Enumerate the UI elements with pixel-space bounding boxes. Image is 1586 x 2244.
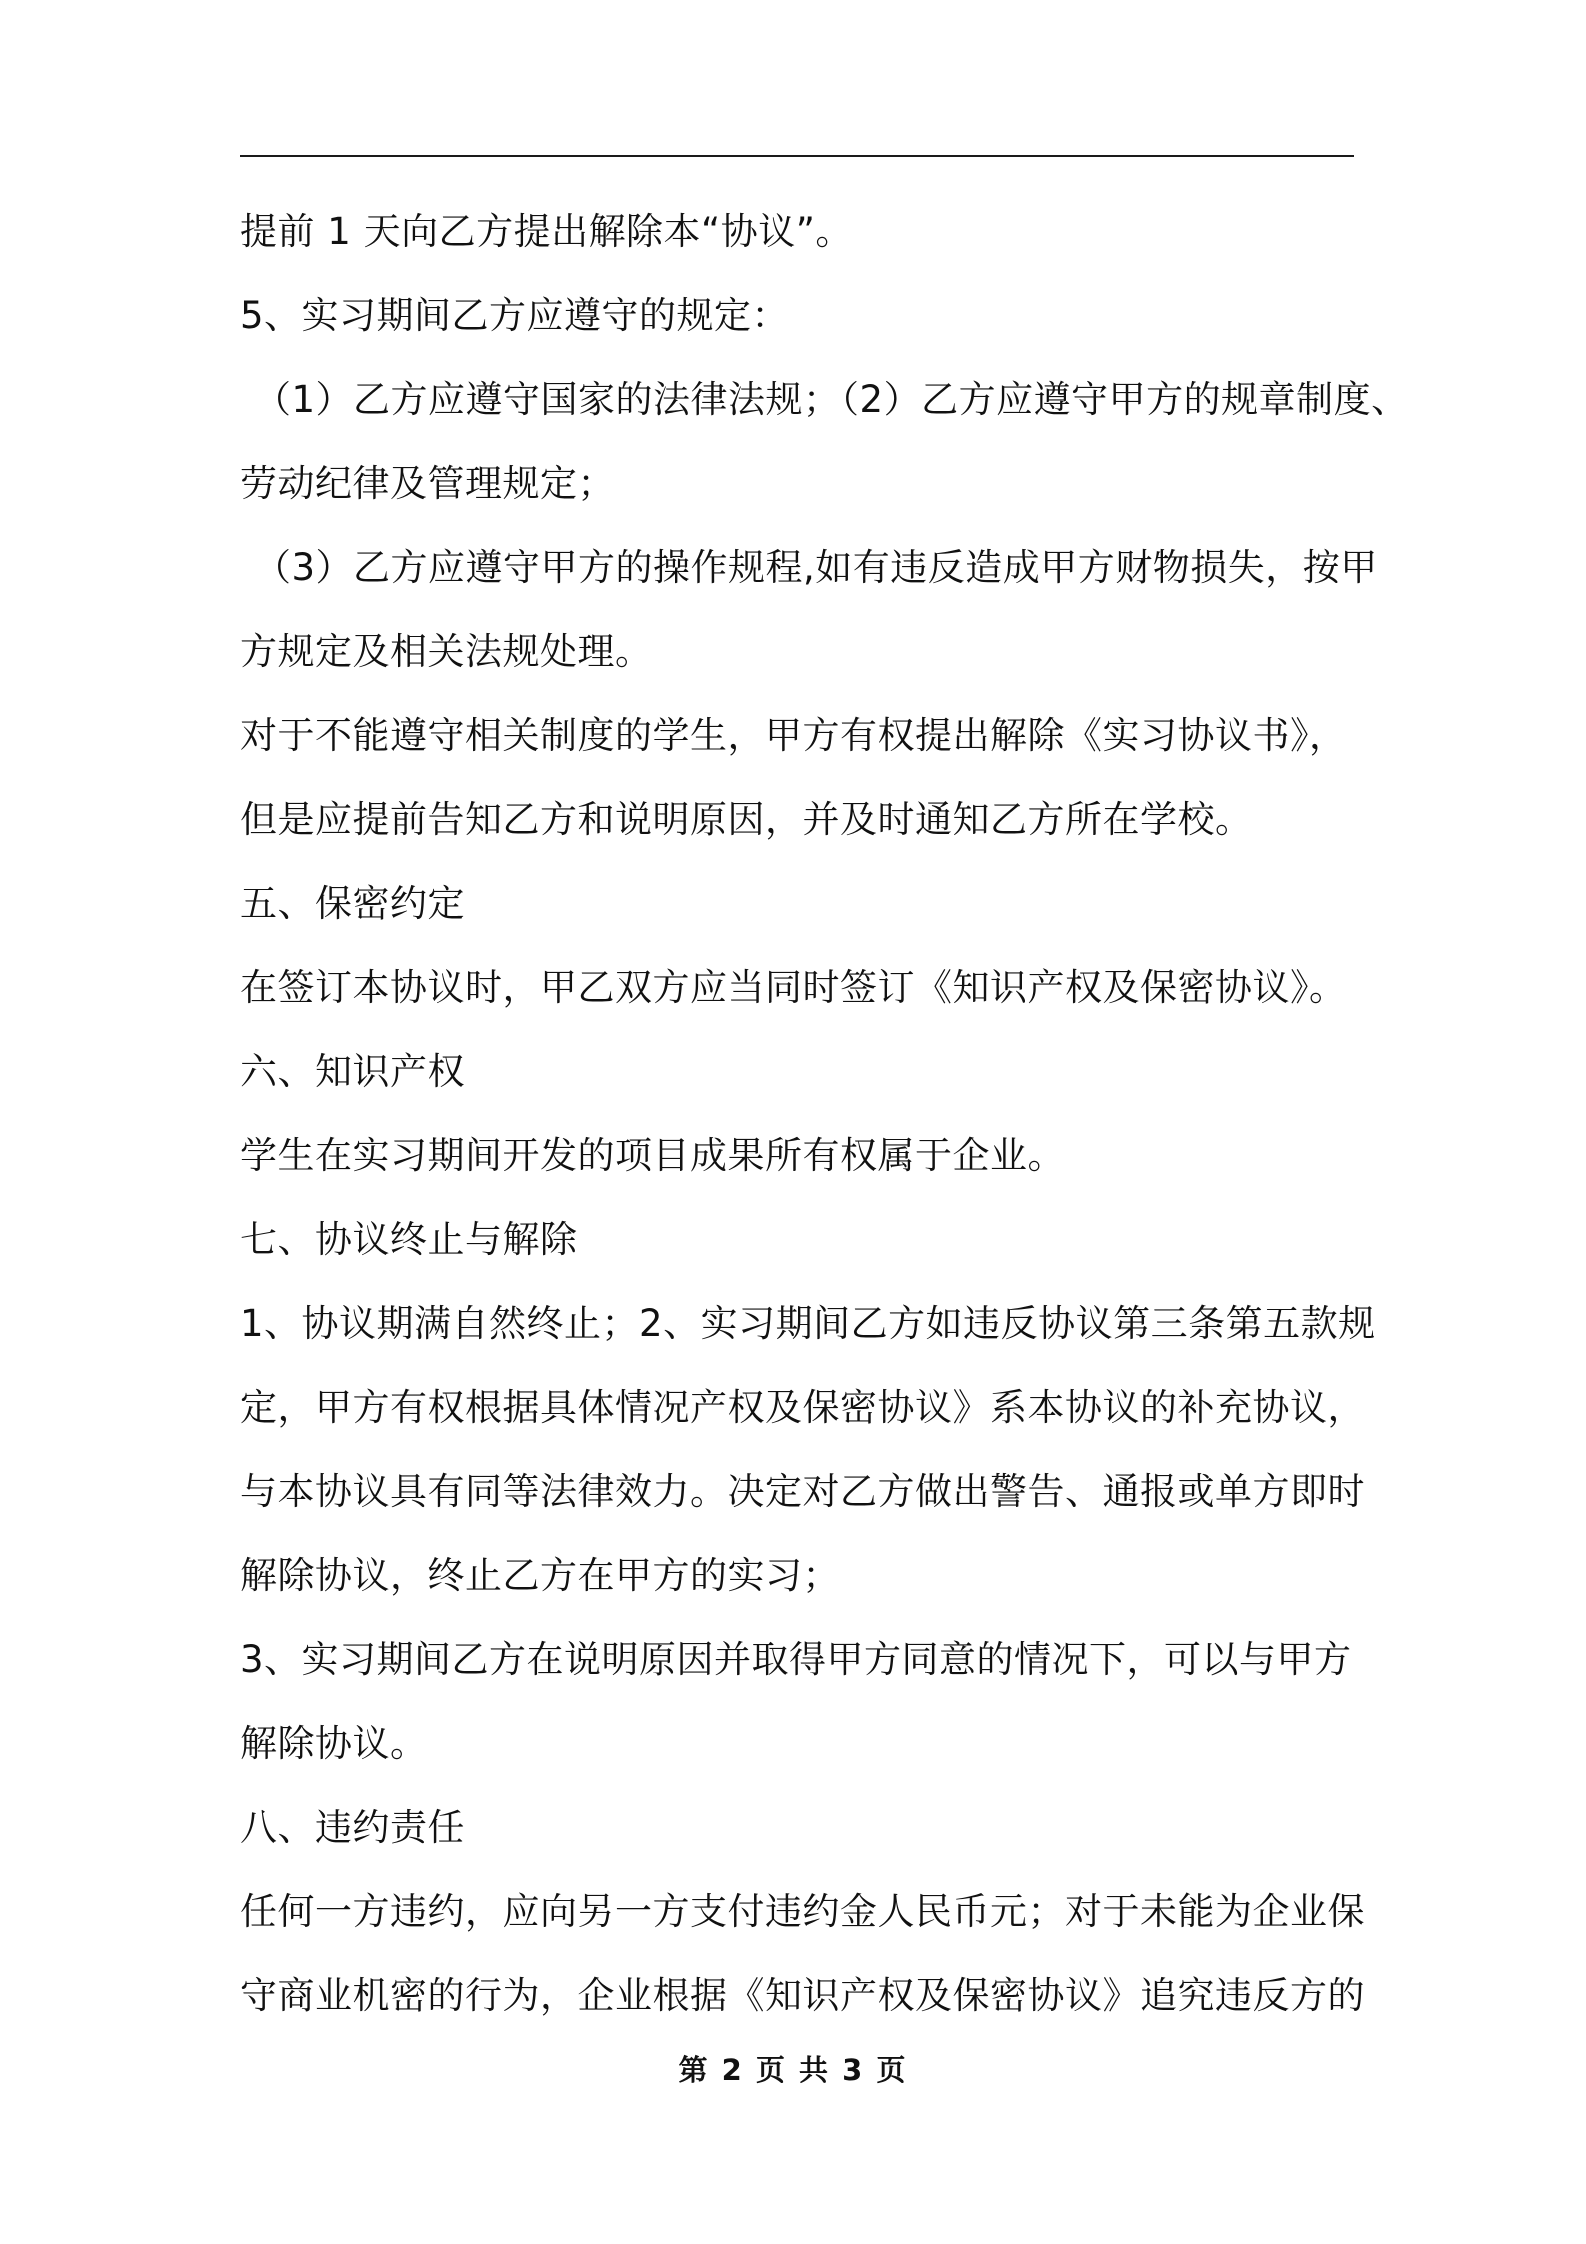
text-line: 在签订本协议时，甲乙双方应当同时签订《知识产权及保密协议》。 [240, 966, 1347, 1009]
text-line: 定，甲方有权根据具体情况产权及保密协议》系本协议的补充协议， [240, 1386, 1365, 1429]
footer-suffix: 页 [876, 2053, 908, 2087]
text-line: 劳动纪律及管理规定； [240, 462, 615, 505]
footer-total-pages: 3 [842, 2053, 865, 2087]
section-heading: 六、知识产权 [240, 1050, 465, 1093]
page-footer [0, 2048, 1586, 2089]
text-line: （1）乙方应遵守国家的法律法规；（2）乙方应遵守甲方的规章制度、 [254, 378, 1409, 421]
text-line: 守商业机密的行为，企业根据《知识产权及保密协议》追究违反方的 [240, 1974, 1365, 2017]
text-line: （3）乙方应遵守甲方的操作规程,如有违反造成甲方财物损失，按甲 [254, 546, 1378, 589]
section-heading: 八、违约责任 [240, 1806, 465, 1849]
text-line: 但是应提前告知乙方和说明原因，并及时通知乙方所在学校。 [240, 798, 1253, 841]
text-line: 5、实习期间乙方应遵守的规定： [240, 294, 790, 337]
footer-current-page: 2 [721, 2053, 744, 2087]
section-heading: 七、协议终止与解除 [240, 1218, 578, 1261]
text-line: 提前 1 天向乙方提出解除本“协议”。 [240, 210, 853, 253]
header-rule [240, 155, 1354, 157]
text-line: 与本协议具有同等法律效力。决定对乙方做出警告、通报或单方即时 [240, 1470, 1365, 1513]
footer-middle: 页 共 [755, 2053, 831, 2087]
document-body [240, 190, 1409, 2038]
text-line: 方规定及相关法规处理。 [240, 630, 653, 673]
text-line: 1、协议期满自然终止；2、实习期间乙方如违反协议第三条第五款规 [240, 1302, 1376, 1345]
text-line: 解除协议。 [240, 1722, 428, 1765]
text-line: 任何一方违约，应向另一方支付违约金人民币元；对于未能为企业保 [240, 1890, 1365, 1933]
section-heading: 五、保密约定 [240, 882, 465, 925]
text-line: 3、实习期间乙方在说明原因并取得甲方同意的情况下，可以与甲方 [240, 1638, 1352, 1681]
text-line: 对于不能遵守相关制度的学生，甲方有权提出解除《实习协议书》， [240, 714, 1347, 757]
footer-prefix: 第 [678, 2053, 710, 2087]
text-line: 学生在实习期间开发的项目成果所有权属于企业。 [240, 1134, 1065, 1177]
text-line: 解除协议，终止乙方在甲方的实习； [240, 1554, 840, 1597]
